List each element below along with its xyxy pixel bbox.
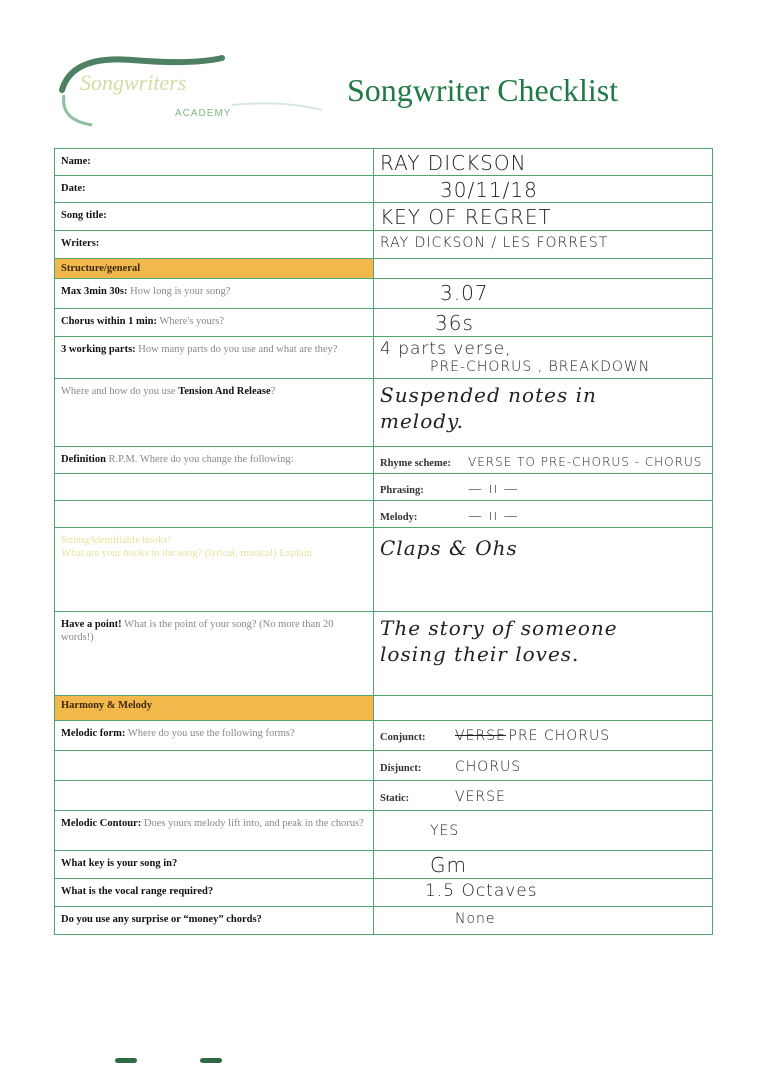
tension-post: ? (270, 386, 276, 397)
section-harmony (55, 696, 713, 721)
row-key (55, 851, 713, 879)
melody-value: — ıı — (468, 508, 519, 524)
row-writers (55, 231, 713, 259)
static-value: VERSE (455, 789, 506, 805)
rhyme-scheme-label: Rhyme scheme: (380, 458, 451, 469)
logo-wordmark: Songwriters (80, 70, 187, 95)
definition-hint: R.P.M. Where do you change the following: (108, 454, 294, 465)
melodic-contour-hint: Does yours melody lift into, and peak in the chorus? (143, 818, 364, 829)
surprise-chords-field[interactable] (374, 907, 713, 935)
song-title-value: KEY OF REGRET (380, 205, 552, 229)
surprise-chords-label: Do you use any surprise or “money” chords? (61, 914, 262, 925)
row-definition (55, 447, 713, 474)
row-melodic-contour (55, 811, 713, 851)
definition-label: Definition (61, 454, 106, 465)
chorus-timing-hint: Where's yours? (159, 316, 224, 327)
tension-pre: Where and how do you use (61, 386, 176, 397)
conjunct-label: Conjunct: (380, 732, 426, 743)
hooks-label: Strong/identifiable hooks! (61, 535, 171, 546)
vocal-range-field[interactable] (374, 879, 713, 907)
surprise-chords-value: None (455, 911, 496, 927)
row-hooks (55, 528, 713, 612)
disjunct-field[interactable] (374, 751, 713, 781)
row-phrasing (55, 474, 713, 501)
point-value-2: losing their loves. (380, 642, 580, 666)
hooks-hint: What are your hooks in the song? (lyrical, musical) Explain (61, 548, 312, 559)
chorus-timing-field[interactable] (374, 309, 713, 337)
max-length-label: Max 3min 30s: (61, 286, 128, 297)
max-length-hint: How long is your song? (130, 286, 231, 297)
row-max-length (55, 279, 713, 309)
tension-value-2: melody. (380, 409, 465, 433)
hooks-field[interactable] (374, 528, 713, 612)
disjunct-value: CHORUS (455, 759, 522, 775)
logo-subtitle: ACADEMY (175, 108, 232, 119)
name-field[interactable] (374, 149, 713, 176)
melodic-contour-field[interactable] (374, 811, 713, 851)
max-length-value: 3.07 (440, 281, 489, 305)
phrasing-field[interactable] (374, 474, 713, 501)
point-field[interactable] (374, 612, 713, 696)
section-structure-label: Structure/general (55, 259, 374, 279)
writers-value: RAY DICKSON / LES FORREST (380, 235, 609, 251)
section-harmony-label: Harmony & Melody (55, 696, 374, 721)
tension-label: Tension And Release (178, 386, 271, 397)
conjunct-field[interactable] (374, 721, 713, 751)
melody-field[interactable] (374, 501, 713, 528)
row-date (55, 176, 713, 203)
name-label: Name: (61, 156, 91, 167)
static-label: Static: (380, 793, 410, 804)
vocal-range-value: 1.5 Octaves (425, 881, 538, 901)
checklist-table (54, 148, 713, 935)
row-surprise-chords (55, 907, 713, 935)
row-tension-release (55, 379, 713, 447)
vocal-range-label: What is the vocal range required? (61, 886, 214, 897)
row-chorus-timing (55, 309, 713, 337)
max-length-field[interactable] (374, 279, 713, 309)
tension-value-1: Suspended notes in (380, 383, 597, 407)
point-label: Have a point! (61, 619, 122, 630)
row-melody (55, 501, 713, 528)
static-field[interactable] (374, 781, 713, 811)
footer-mark-right (200, 1058, 222, 1063)
row-working-parts (55, 337, 713, 379)
melodic-form-hint: Where do you use the following forms? (127, 728, 295, 739)
row-vocal-range (55, 879, 713, 907)
phrasing-value: — ıı — (468, 481, 519, 497)
working-parts-value-1: 4 parts verse, (380, 339, 512, 359)
hooks-value: Claps & Ohs (380, 536, 518, 560)
working-parts-value-2: PRE-CHORUS , BREAKDOWN (430, 359, 651, 375)
chorus-timing-label: Chorus within 1 min: (61, 316, 157, 327)
point-value-1: The story of someone (380, 616, 618, 640)
song-title-label: Song title: (61, 210, 107, 221)
conjunct-value: PRE CHORUS (508, 728, 611, 744)
rhyme-scheme-value: VERSE TO PRE-CHORUS - CHORUS (468, 455, 703, 469)
key-label: What key is your song in? (61, 858, 178, 869)
key-value: Gm (430, 853, 467, 877)
conjunct-struck: VERSE (455, 728, 506, 744)
name-value: RAY DICKSON (380, 151, 527, 175)
working-parts-hint: How many parts do you use and what are they? (138, 344, 338, 355)
melodic-contour-label: Melodic Contour: (61, 818, 142, 829)
working-parts-field[interactable] (374, 337, 713, 379)
disjunct-label: Disjunct: (380, 763, 422, 774)
row-disjunct (55, 751, 713, 781)
chorus-timing-value: 36s (435, 311, 474, 335)
row-name (55, 149, 713, 176)
melody-label: Melody: (380, 512, 418, 523)
section-structure (55, 259, 713, 279)
date-label: Date: (61, 183, 86, 194)
point-hint: What is the point of your song? (No more than 20 words!) (61, 619, 334, 643)
writers-label: Writers: (61, 238, 100, 249)
writers-field[interactable] (374, 231, 713, 259)
page-title: Songwriter Checklist (347, 72, 619, 108)
row-song-title (55, 203, 713, 231)
rhyme-scheme-field[interactable] (374, 447, 713, 474)
melodic-contour-value: YES (430, 823, 460, 839)
phrasing-label: Phrasing: (380, 485, 424, 496)
key-field[interactable] (374, 851, 713, 879)
row-melodic-form (55, 721, 713, 751)
song-title-field[interactable] (374, 203, 713, 231)
row-point (55, 612, 713, 696)
working-parts-label: 3 working parts: (61, 344, 136, 355)
footer-mark-left (115, 1058, 137, 1063)
row-static (55, 781, 713, 811)
melodic-form-label: Melodic form: (61, 728, 126, 739)
tension-release-field[interactable] (374, 379, 713, 447)
date-value: 30/11/18 (440, 178, 538, 202)
date-field[interactable] (374, 176, 713, 203)
